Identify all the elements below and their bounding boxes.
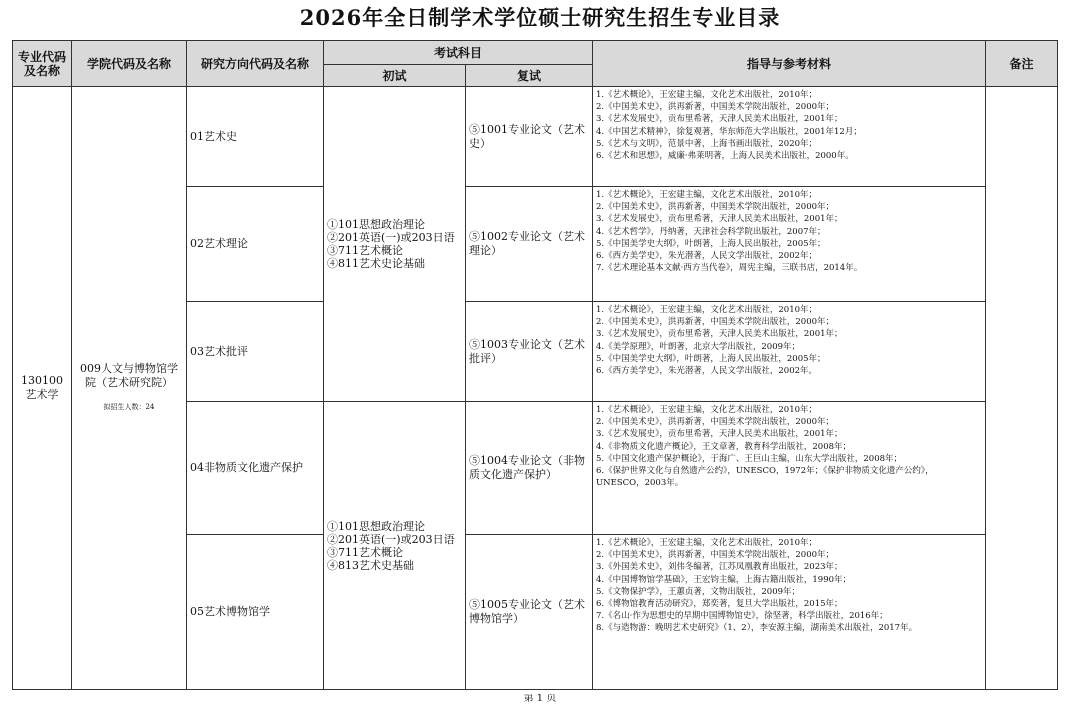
major-name: 艺术学: [25, 388, 59, 401]
reference-item: 5.《文物保护学》，王蕙贞著，文物出版社，2009年；: [596, 586, 801, 597]
header-refs: 指导与参考材料: [593, 41, 986, 87]
reference-item: 5.《中国文化遗产保护概论》，于海广、王巨山主编，山东大学出版社，2008年；: [596, 453, 903, 464]
references-cell: [593, 402, 986, 535]
reference-item: 1.《艺术概论》，王宏建主编，文化艺术出版社，2010年；: [596, 90, 818, 100]
reference-item: 3.《艺术发展史》，贡布里希著，天津人民美术出版社，2001年；: [596, 429, 843, 440]
reference-item: 3.《外国美术史》，刘伟冬编著，江苏凤凰教育出版社，2023年；: [596, 562, 843, 573]
reference-item: 3.《艺术发展史》，贡布里希著，天津人民美术出版社，2001年；: [596, 114, 843, 125]
header-direction: 研究方向代码及名称: [187, 41, 324, 87]
reference-item: 4.《中国艺术精神》，徐复观著，华东师范大学出版社，2001年12月；: [596, 126, 862, 137]
references-cell: [593, 535, 986, 690]
reference-item: 1.《艺术概论》，王宏建主编，文化艺术出版社，2010年；: [596, 405, 818, 415]
reference-item: 8.《与造物游：晚明艺术史研究》（1、2），李安源主编，湖南美术出版社，2017年。: [596, 623, 918, 634]
major-code: 130100: [21, 374, 63, 387]
catalog-table: [12, 40, 1058, 690]
reference-item: 1.《艺术概论》，王宏建主编，文化艺术出版社，2010年；: [596, 538, 818, 548]
header-initial: 初试: [324, 65, 466, 87]
exam-subject: ④813艺术史基础: [327, 558, 414, 572]
reference-item: 7.《名山·作为思想史的早期中国博物馆史》，徐坚著，科学出版社，2016年；: [596, 611, 888, 622]
reference-item: 6.《博物馆教育活动研究》，郑奕著，复旦大学出版社，2015年；: [596, 599, 843, 610]
initial-exam-cell: [324, 402, 466, 690]
reference-item: 1.《艺术概论》，王宏建主编，文化艺术出版社，2010年；: [596, 305, 818, 315]
reference-item: 3.《艺术发展史》，贡布里希著，天津人民美术出版社，2001年；: [596, 329, 843, 340]
reference-item: 5.《中国美学史大纲》，叶朗著，上海人民出版社，2005年；: [596, 238, 826, 249]
references-cell: [593, 187, 986, 302]
exam-subject: ③711艺术概论: [327, 244, 403, 257]
reference-item: 3.《艺术发展史》，贡布里希著，天津人民美术出版社，2001年；: [596, 214, 843, 225]
retest-cell: ⑤1004专业论文（非物质文化遗产保护）: [466, 402, 593, 535]
references-cell: [593, 302, 986, 402]
reference-item: 6.《西方美学史》，朱光潜著，人民文学出版社，2002年；: [596, 251, 818, 262]
reference-item: 2.《中国美术史》，洪再新著，中国美术学院出版社，2000年；: [596, 102, 835, 113]
reference-item: 4.《非物质文化遗产概论》，王文章著，教育科学出版社，2008年；: [596, 441, 852, 452]
direction-cell: 01艺术史: [187, 87, 324, 187]
reference-item: 2.《中国美术史》，洪再新著，中国美术学院出版社，2000年；: [596, 417, 835, 428]
exam-subject: ②201英语(一)或203日语: [327, 231, 455, 244]
reference-item: 4.《美学原理》，叶朗著，北京大学出版社，2009年；: [596, 341, 801, 352]
reference-item: 6.《西方美学史》，朱光潜著，人民文学出版社，2002年。: [596, 366, 818, 377]
header-retest: 复试: [466, 65, 593, 87]
exam-subject: ①101思想政治理论: [327, 218, 425, 231]
direction-cell: 02艺术理论: [187, 187, 324, 302]
header-major: 专业代码及名称: [13, 41, 72, 87]
exam-subject: ②201英语(一)或203日语: [327, 532, 455, 546]
references-cell: [593, 87, 986, 187]
retest-cell: ⑤1001专业论文（艺术史）: [466, 87, 593, 187]
table-row: [13, 87, 1058, 187]
reference-item: 6.《保护世界文化与自然遗产公约》，UNESCO，1972年；《保护非物质文化遗产公约》，UNESCO，2003年。: [596, 466, 934, 489]
reference-item: 7.《艺术理论基本文献·西方当代卷》，周宪主编，三联书店，2014年。: [596, 263, 863, 274]
reference-item: 4.《艺术哲学》，丹纳著，天津社会科学院出版社，2007年；: [596, 226, 826, 237]
page-footer: 第 1 页: [523, 694, 557, 704]
header-exam: 考试科目: [324, 41, 593, 65]
exam-subject: ③711艺术概论: [327, 545, 403, 559]
reference-item: 5.《艺术与文明》，范景中著，上海书画出版社，2020年；: [596, 138, 818, 149]
reference-item: 2.《中国美术史》，洪再新著，中国美术学院出版社，2000年；: [596, 202, 835, 213]
notes-cell: [986, 87, 1058, 690]
initial-exam-cell: [324, 87, 466, 402]
college-name: 009人文与博物馆学院（艺术研究院）: [80, 362, 178, 389]
direction-cell: 03艺术批评: [187, 302, 324, 402]
major-cell: [13, 87, 72, 690]
reference-item: 5.《中国美学史大纲》，叶朗著，上海人民出版社，2005年；: [596, 353, 826, 364]
reference-item: 4.《中国博物馆学基础》，王宏钧主编，上海古籍出版社，1990年；: [596, 574, 852, 585]
page-title: 2026年全日制学术学位硕士研究生招生专业目录: [299, 5, 781, 30]
reference-item: 2.《中国美术史》，洪再新著，中国美术学院出版社，2000年；: [596, 550, 835, 561]
college-cell: [72, 87, 187, 690]
reference-item: 1.《艺术概论》，王宏建主编，文化艺术出版社，2010年；: [596, 190, 818, 200]
header-college: 学院代码及名称: [72, 41, 187, 87]
exam-subject: ④811艺术史论基础: [327, 257, 425, 270]
recruit-count: 拟招生人数：24: [103, 403, 155, 411]
exam-subject: ①101思想政治理论: [327, 519, 425, 533]
direction-cell: 05艺术博物馆学: [187, 535, 324, 690]
direction-cell: 04非物质文化遗产保护: [187, 402, 324, 535]
header-notes: 备注: [986, 41, 1058, 87]
reference-item: 2.《中国美术史》，洪再新著，中国美术学院出版社，2000年；: [596, 317, 835, 328]
retest-cell: ⑤1003专业论文（艺术批评）: [466, 302, 593, 402]
reference-item: 6.《艺术和思想》，威廉·弗莱明著，上海人民美术出版社，2000年。: [596, 151, 854, 162]
retest-cell: ⑤1002专业论文（艺术理论）: [466, 187, 593, 302]
retest-cell: ⑤1005专业论文（艺术博物馆学）: [466, 535, 593, 690]
